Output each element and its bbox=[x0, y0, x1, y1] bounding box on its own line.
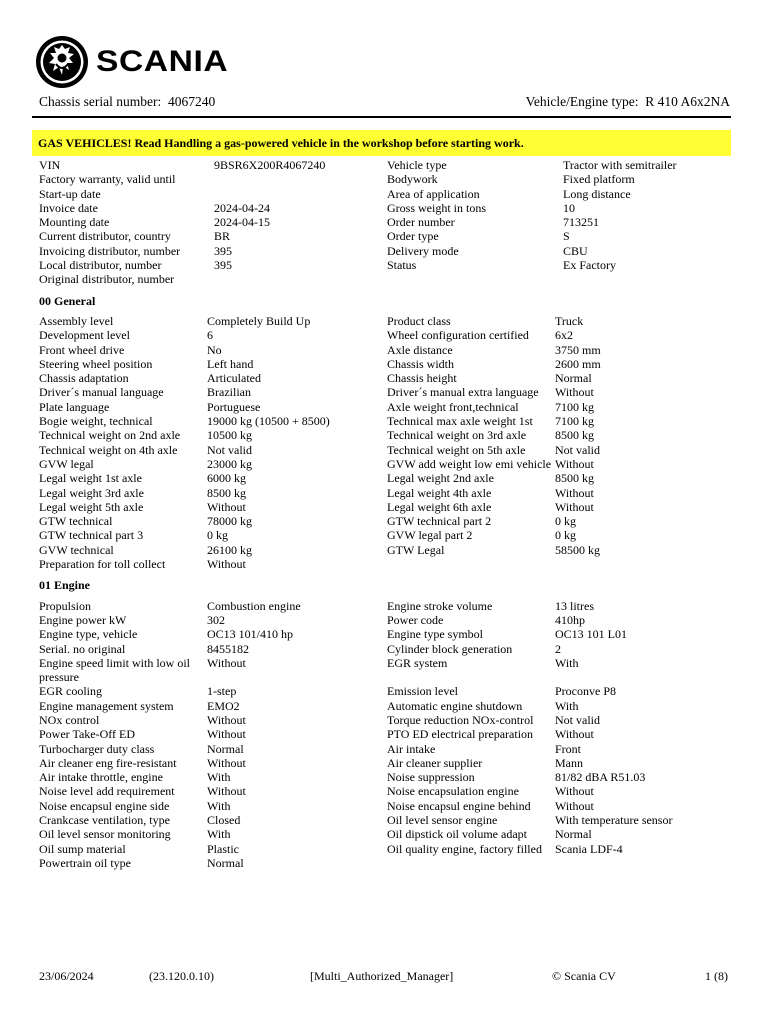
spec-value: 10500 kg bbox=[207, 428, 252, 443]
spec-label: Bodywork bbox=[387, 172, 438, 187]
spec-label: Air intake throttle, engine bbox=[39, 770, 163, 785]
spec-value: 9BSR6X200R4067240 bbox=[214, 158, 326, 172]
chassis-serial-label: Chassis serial number: bbox=[39, 94, 162, 109]
spec-label: Legal weight 1st axle bbox=[39, 471, 142, 486]
spec-label: Technical weight on 4th axle bbox=[39, 442, 178, 457]
spec-label: Area of application bbox=[387, 186, 480, 201]
spec-label: Steering wheel position bbox=[39, 356, 153, 371]
spec-label: Crankcase ventilation, type bbox=[39, 813, 170, 828]
spec-value: Without bbox=[207, 784, 246, 799]
spec-label: Technical weight on 2nd axle bbox=[39, 428, 181, 443]
footer-role: [Multi_Authorized_Manager] bbox=[310, 969, 454, 983]
spec-value: No bbox=[207, 342, 222, 357]
spec-label: Order type bbox=[387, 229, 439, 244]
spec-label: GVW add weight low emi vehicle bbox=[387, 456, 552, 471]
spec-value: Not valid bbox=[207, 442, 252, 457]
spec-value: 8500 kg bbox=[555, 471, 594, 486]
spec-label: Oil level sensor monitoring bbox=[39, 827, 171, 842]
spec-value: 2024-04-15 bbox=[214, 215, 270, 230]
spec-label: Engine stroke volume bbox=[387, 598, 493, 613]
spec-value: 10 bbox=[563, 200, 575, 215]
spec-value bbox=[214, 187, 387, 201]
spec-value: Articulated bbox=[207, 371, 261, 386]
spec-value: 302 bbox=[207, 612, 225, 627]
spec-label: Delivery mode bbox=[387, 243, 459, 258]
spec-value: Without bbox=[555, 727, 594, 742]
chassis-serial bbox=[39, 94, 215, 110]
spec-label: Legal weight 2nd axle bbox=[387, 471, 494, 486]
spec-value: 2 bbox=[555, 641, 561, 656]
spec-label: Torque reduction NOx-control bbox=[387, 712, 534, 727]
spec-label: PTO ED electrical preparation bbox=[387, 727, 534, 742]
spec-value: With bbox=[555, 655, 579, 670]
spec-value: Normal bbox=[207, 855, 244, 870]
spec-label: Oil sump material bbox=[39, 841, 126, 856]
spec-value: Plastic bbox=[207, 841, 239, 856]
spec-value: 23000 kg bbox=[207, 456, 252, 471]
spec-value: Without bbox=[207, 727, 246, 742]
spec-label: Driver´s manual extra language bbox=[387, 385, 539, 400]
top-info-table bbox=[39, 158, 734, 287]
spec-value: Normal bbox=[555, 371, 592, 386]
spec-value: Tractor with semitrailer bbox=[563, 158, 677, 172]
spec-label: Legal weight 3rd axle bbox=[39, 485, 144, 500]
spec-label: Preparation for toll collect bbox=[39, 557, 166, 572]
spec-label: VIN bbox=[39, 158, 61, 172]
spec-label: Chassis width bbox=[387, 356, 455, 371]
spec-value: OC13 101 L01 bbox=[555, 627, 627, 642]
spec-label: Propulsion bbox=[39, 598, 92, 613]
spec-label: Bogie weight, technical bbox=[39, 414, 153, 429]
spec-label: GTW technical part 3 bbox=[39, 528, 144, 543]
spec-value: 395 bbox=[214, 258, 232, 273]
spec-value: Long distance bbox=[563, 186, 631, 201]
spec-label: Noise suppression bbox=[387, 770, 475, 785]
spec-label: Cylinder block generation bbox=[387, 641, 513, 656]
spec-value: 8500 kg bbox=[555, 428, 594, 443]
spec-value: Ex Factory bbox=[563, 258, 616, 273]
spec-label: Original distributor, number bbox=[39, 272, 175, 287]
spec-label bbox=[387, 272, 563, 286]
header-divider bbox=[32, 116, 731, 118]
spec-value: Combustion engine bbox=[207, 598, 301, 613]
spec-value: 395 bbox=[214, 243, 232, 258]
spec-value: Proconve P8 bbox=[555, 684, 616, 699]
spec-label: Legal weight 4th axle bbox=[387, 485, 492, 500]
spec-label: Mounting date bbox=[39, 215, 110, 230]
spec-label: Air cleaner supplier bbox=[387, 755, 483, 770]
spec-label: GVW legal bbox=[39, 456, 94, 471]
spec-label: Automatic engine shutdown bbox=[387, 698, 523, 713]
spec-label: EGR system bbox=[387, 655, 448, 670]
spec-value: 78000 kg bbox=[207, 514, 252, 529]
spec-label: GTW technical part 2 bbox=[387, 514, 492, 529]
footer-version: (23.120.0.10) bbox=[149, 969, 214, 983]
spec-label: Current distributor, country bbox=[39, 229, 171, 244]
spec-value: Brazilian bbox=[207, 385, 251, 400]
spec-body bbox=[39, 158, 734, 870]
spec-value: With temperature sensor bbox=[555, 813, 673, 828]
footer-copyright: © Scania CV bbox=[552, 969, 616, 983]
spec-value: Without bbox=[207, 557, 246, 572]
spec-label: Wheel configuration certified bbox=[387, 328, 529, 343]
spec-value: Fixed platform bbox=[563, 172, 635, 187]
spec-value bbox=[563, 272, 734, 286]
spec-value: 58500 kg bbox=[555, 542, 600, 557]
spec-label: Emission level bbox=[387, 684, 458, 699]
spec-label: Engine type symbol bbox=[387, 627, 483, 642]
brand-wordmark: SCANIA bbox=[96, 45, 229, 78]
spec-value: 713251 bbox=[563, 215, 599, 230]
spec-value: 81/82 dBA R51.03 bbox=[555, 770, 646, 785]
spec-value: 6000 kg bbox=[207, 471, 246, 486]
spec-label: Front wheel drive bbox=[39, 342, 125, 357]
chassis-serial-value: 4067240 bbox=[167, 94, 216, 109]
spec-label bbox=[387, 856, 555, 870]
spec-value: Left hand bbox=[207, 356, 254, 371]
spec-value: Closed bbox=[207, 813, 241, 828]
spec-value: With bbox=[207, 827, 231, 842]
spec-value: Without bbox=[555, 485, 594, 500]
spec-sections bbox=[39, 294, 734, 871]
spec-label: Invoicing distributor, number bbox=[39, 243, 181, 258]
vehicle-engine-type-value: R 410 A6x2NA bbox=[645, 94, 730, 109]
spec-label: Technical max axle weight 1st bbox=[387, 414, 533, 429]
spec-value: Without bbox=[207, 499, 246, 514]
spec-value: Without bbox=[555, 798, 594, 813]
spec-value: 0 kg bbox=[555, 514, 576, 529]
section-table bbox=[39, 599, 734, 871]
spec-label: Noise level add requirement bbox=[39, 784, 175, 799]
spec-value: Without bbox=[555, 456, 594, 471]
spec-label: Noise encapsul engine side bbox=[39, 798, 170, 813]
spec-value: Front bbox=[555, 741, 582, 756]
spec-value: Portuguese bbox=[207, 399, 261, 414]
spec-value: 2024-04-24 bbox=[214, 200, 270, 215]
spec-value: Completely Build Up bbox=[207, 313, 311, 328]
spec-label: Technical weight on 3rd axle bbox=[387, 428, 527, 443]
spec-label: Oil quality engine, factory filled bbox=[387, 841, 542, 856]
spec-value: 13 litres bbox=[555, 598, 594, 613]
spec-value: S bbox=[563, 229, 570, 244]
spec-value: Without bbox=[207, 655, 246, 670]
spec-label: GTW technical bbox=[39, 514, 113, 529]
spec-value: Not valid bbox=[555, 712, 600, 727]
spec-label: GTW Legal bbox=[387, 542, 445, 557]
spec-value bbox=[214, 172, 387, 186]
spec-label: Serial. no original bbox=[39, 641, 126, 656]
spec-value: Without bbox=[207, 755, 246, 770]
spec-label: Air intake bbox=[387, 741, 436, 756]
spec-value: 1-step bbox=[207, 684, 237, 699]
spec-label: Powertrain oil type bbox=[39, 855, 131, 870]
spec-value: With bbox=[207, 798, 231, 813]
spec-label: Legal weight 5th axle bbox=[39, 499, 144, 514]
spec-label: Product class bbox=[387, 313, 451, 328]
spec-label: Development level bbox=[39, 328, 130, 343]
spec-value: With bbox=[555, 698, 579, 713]
spec-label: Power code bbox=[387, 612, 444, 627]
gas-warning-banner: GAS VEHICLES! Read Handling a gas-powered vehicle in the workshop before starting work. bbox=[32, 130, 731, 156]
spec-value: 26100 kg bbox=[207, 542, 252, 557]
spec-value: With bbox=[207, 770, 231, 785]
spec-value: Without bbox=[555, 385, 594, 400]
spec-value: 8500 kg bbox=[207, 485, 246, 500]
spec-value bbox=[214, 272, 387, 286]
spec-value: 0 kg bbox=[207, 528, 228, 543]
spec-label: Status bbox=[387, 258, 417, 273]
spec-value: 0 kg bbox=[555, 528, 576, 543]
spec-label: EGR cooling bbox=[39, 684, 102, 699]
spec-label: Gross weight in tons bbox=[387, 200, 486, 215]
spec-label: Engine speed limit with low oil pressure bbox=[39, 655, 190, 685]
spec-label: Legal weight 6th axle bbox=[387, 499, 492, 514]
spec-value: 2600 mm bbox=[555, 356, 601, 371]
spec-value: Truck bbox=[555, 313, 584, 328]
spec-value: EMO2 bbox=[207, 698, 240, 713]
vehicle-engine-type bbox=[526, 94, 730, 110]
vehicle-engine-type-label: Vehicle/Engine type: bbox=[525, 94, 639, 109]
spec-label bbox=[387, 557, 555, 571]
spec-value: BR bbox=[214, 229, 231, 244]
section-table bbox=[39, 314, 734, 571]
spec-label: Order number bbox=[387, 215, 455, 230]
spec-value: 19000 kg (10500 + 8500) bbox=[207, 414, 330, 429]
spec-value: Without bbox=[555, 499, 594, 514]
spec-label: GVW legal part 2 bbox=[387, 528, 473, 543]
spec-value: CBU bbox=[563, 243, 588, 258]
brand-logo bbox=[34, 34, 229, 90]
spec-label: Engine power kW bbox=[39, 612, 127, 627]
spec-label: Engine type, vehicle bbox=[39, 627, 138, 642]
spec-value: 7100 kg bbox=[555, 414, 594, 429]
spec-label: Power Take-Off ED bbox=[39, 727, 136, 742]
spec-label: Factory warranty, valid until bbox=[39, 172, 176, 187]
section-title: 00 General bbox=[39, 293, 96, 308]
spec-value: Normal bbox=[555, 827, 592, 842]
spec-value: Without bbox=[555, 784, 594, 799]
spec-label: Turbocharger duty class bbox=[39, 741, 155, 756]
spec-label: Invoice date bbox=[39, 200, 98, 215]
spec-value: 6 bbox=[207, 328, 213, 343]
spec-label: Vehicle type bbox=[387, 158, 447, 172]
spec-label: Oil level sensor engine bbox=[387, 813, 498, 828]
spec-label: Chassis height bbox=[387, 371, 457, 386]
spec-value: Scania LDF-4 bbox=[555, 841, 623, 856]
spec-label: Technical weight on 5th axle bbox=[387, 442, 526, 457]
spec-value: 410hp bbox=[555, 612, 585, 627]
footer-page-number: 1 (8) bbox=[705, 969, 728, 983]
spec-label: Noise encapsul engine behind bbox=[387, 798, 531, 813]
spec-value bbox=[555, 557, 734, 571]
spec-value: 8455182 bbox=[207, 641, 249, 656]
spec-value bbox=[555, 856, 734, 870]
spec-value: Normal bbox=[207, 741, 244, 756]
spec-label: Noise encapsulation engine bbox=[387, 784, 519, 799]
spec-value: Not valid bbox=[555, 442, 600, 457]
spec-value: 7100 kg bbox=[555, 399, 594, 414]
spec-value: 6x2 bbox=[555, 328, 573, 343]
spec-label: Assembly level bbox=[39, 313, 114, 328]
spec-value: OC13 101/410 hp bbox=[207, 627, 294, 642]
spec-value: Mann bbox=[555, 755, 583, 770]
spec-value: Without bbox=[207, 712, 246, 727]
scania-griffin-icon bbox=[34, 34, 90, 90]
spec-label: GVW technical bbox=[39, 542, 114, 557]
spec-label: Engine management system bbox=[39, 698, 174, 713]
spec-label: NOx control bbox=[39, 712, 100, 727]
spec-label: Driver´s manual language bbox=[39, 385, 164, 400]
spec-label: Start-up date bbox=[39, 186, 101, 201]
section-title: 01 Engine bbox=[39, 578, 91, 593]
spec-label: Oil dipstick oil volume adapt bbox=[387, 827, 527, 842]
spec-label: Plate language bbox=[39, 399, 110, 414]
spec-value: 3750 mm bbox=[555, 342, 601, 357]
footer-date: 23/06/2024 bbox=[39, 969, 94, 983]
spec-label: Air cleaner eng fire-resistant bbox=[39, 755, 177, 770]
spec-label: Local distributor, number bbox=[39, 258, 162, 273]
spec-label: Axle distance bbox=[387, 342, 453, 357]
spec-label: Axle weight front,technical bbox=[387, 399, 519, 414]
spec-label: Chassis adaptation bbox=[39, 371, 129, 386]
